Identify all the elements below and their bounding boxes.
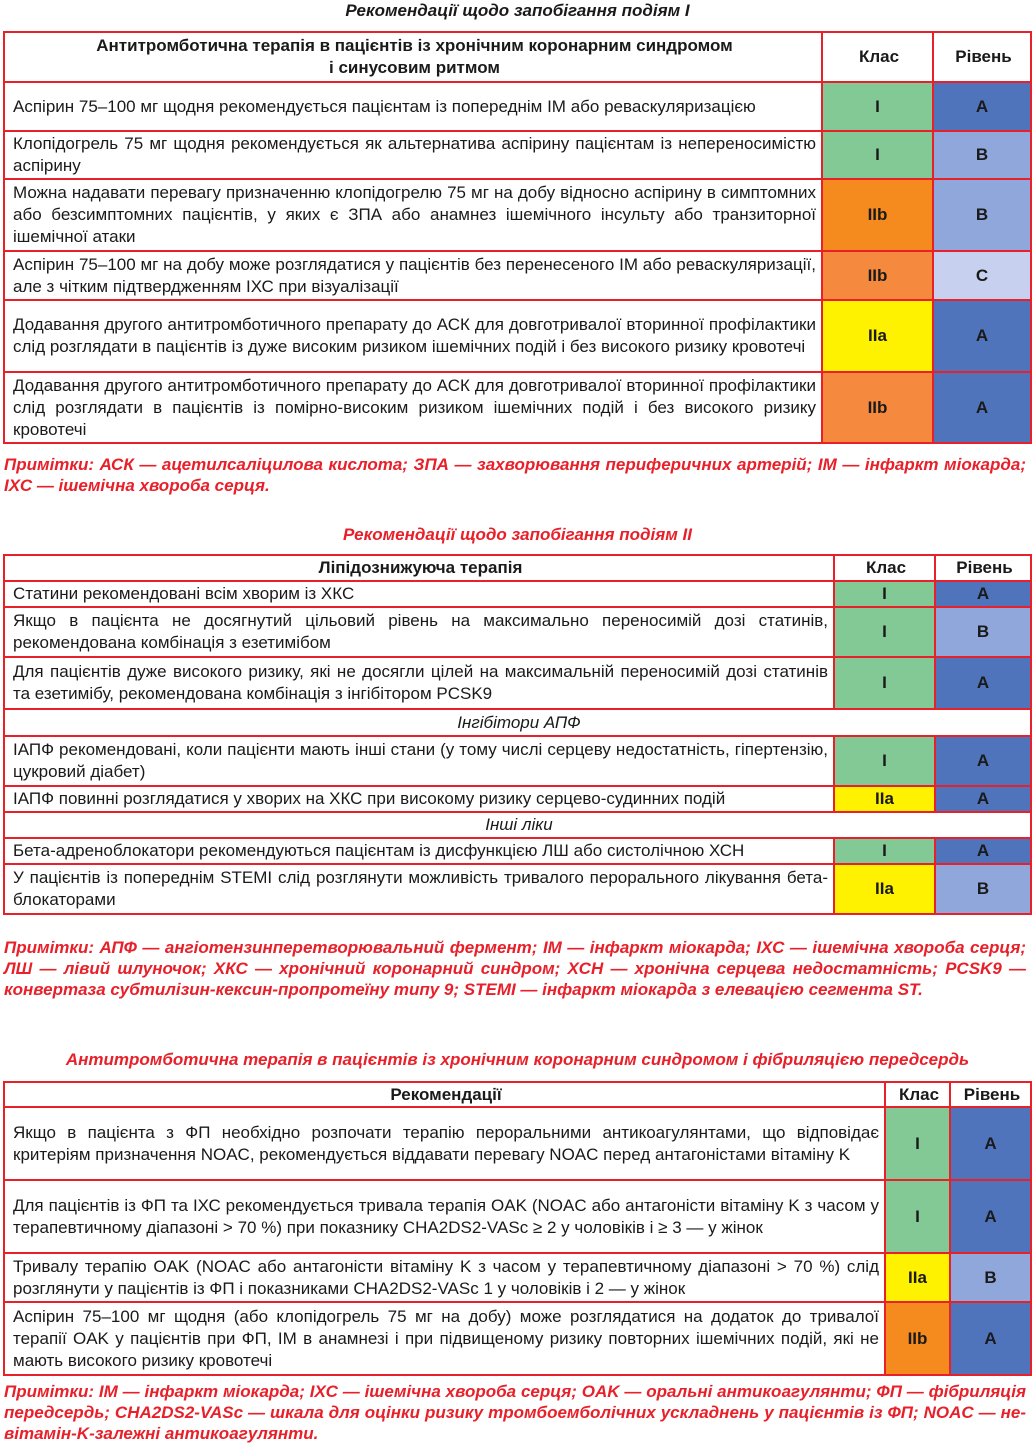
class-badge: IIb — [822, 372, 933, 443]
row-text: Аспірин 75–100 мг на добу може розглядатися у пацієнтів без перенесеного ІМ або реваскуляризації, але з чітким підтвердженням ІХС при візуалізації — [4, 251, 822, 300]
row-text: Додавання другого антитромботичного препарату до АСК для довготривалої вторинної профілактики слід розглядати в пацієнтів із помірно-високим ризиком ішемічних подій і без високого ризику кровотечі — [4, 372, 822, 443]
header-class: Клас — [822, 32, 933, 82]
header-level: Рівень — [933, 32, 1031, 82]
class-badge: I — [822, 131, 933, 179]
table-row — [4, 82, 1031, 131]
level-badge: A — [935, 838, 1031, 864]
table-row — [4, 1180, 1031, 1253]
table-row — [4, 300, 1031, 372]
level-badge: B — [933, 179, 1031, 251]
class-badge: I — [822, 82, 933, 131]
table-row — [4, 1302, 1031, 1375]
header-class: Клас — [834, 555, 935, 581]
table-row — [4, 838, 1031, 864]
class-badge: I — [834, 581, 935, 607]
row-text: Бета-адреноблокатори рекомендуються пацієнтам із дисфункцією ЛШ або систолічною ХСН — [4, 838, 834, 864]
header-recommendation: Ліпідознижуюча терапія — [4, 555, 834, 581]
table-row — [4, 657, 1031, 709]
table-row — [4, 131, 1031, 179]
class-badge: I — [834, 736, 935, 786]
header-recommendation — [4, 32, 822, 82]
section1-note: Примітки: АСК — ацетилсаліцилова кислота; ЗПА — захворювання периферичних артерій; ІМ — інфаркт міокарда; ІХС — ішемічна хвороба серця. — [4, 455, 1026, 495]
row-text: Для пацієнтів дуже високого ризику, які не досягли цілей на максимальній переносимій дозі статинів та езетимібу, рекомендована комбінація з інгібітором PCSK9 — [4, 657, 834, 709]
table-row — [4, 786, 1031, 812]
row-text: Статини рекомендовані всім хворим із ХКС — [4, 581, 834, 607]
section2-title: Рекомендації щодо запобігання подіям ІІ — [343, 525, 692, 544]
level-badge: A — [933, 372, 1031, 443]
header-level: Рівень — [935, 555, 1031, 581]
level-badge: A — [933, 300, 1031, 372]
level-badge: A — [950, 1302, 1031, 1375]
class-badge: I — [834, 607, 935, 657]
table-row — [4, 1107, 1031, 1180]
row-text: Можна надавати перевагу призначенню клопідогрелю 75 мг на добу відносно аспірину в симптомних або безсимптомних пацієнтів, у яких є ЗПА або анамнез ішемічного інсульту або транзиторної ішемічної атаки — [4, 179, 822, 251]
level-badge: B — [933, 131, 1031, 179]
row-text: ІАПФ повинні розглядатися у хворих на ХКС при високому ризику серцево-судинних подій — [4, 786, 834, 812]
table-row — [4, 372, 1031, 443]
row-text: Для пацієнтів із ФП та ІХС рекомендується тривала терапія OAK (NOAC або антагоністи вітаміну K з часом у терапевтичному діапазоні > 70 %) при показнику CHA2DS2-VASc ≥ 2 у чоловіків і ≥ 3 — у жінок — [4, 1180, 885, 1253]
subheader-row — [4, 812, 1031, 838]
class-badge: IIa — [834, 786, 935, 812]
level-badge: A — [950, 1180, 1031, 1253]
subheader-ace-inhibitors: Інгібітори АПФ — [4, 709, 1031, 736]
row-text: Тривалу терапію OAK (NOAC або антагоністи вітаміну K з часом у терапевтичному діапазоні > 70 %) слід розглянути у пацієнтів із ФП і показниками CHA2DS2-VASc 1 у чоловіків і 2 — у жінок — [4, 1253, 885, 1302]
table-row — [4, 1253, 1031, 1302]
header-level: Рівень — [950, 1082, 1031, 1107]
section3-note: Примітки: ІМ — інфаркт міокарда; ІХС — ішемічна хвороба серця; OAK — оральні антикоагулянти; ФП — фібриляція передсердь; CHA2DS2-VASc — шкала для оцінки ризику тромбоемболічних ускладнень у пацієнтів із ФП; NOAC — не-вітамін-K-залежні антикоагулянти. — [4, 1382, 1026, 1443]
class-badge: I — [834, 838, 935, 864]
level-badge: B — [950, 1253, 1031, 1302]
row-text: Клопідогрель 75 мг щодня рекомендується як альтернатива аспірину пацієнтам із непереносимістю аспірину — [4, 131, 822, 179]
table-row — [4, 736, 1031, 786]
level-badge: A — [935, 657, 1031, 709]
table-row — [4, 179, 1031, 251]
table-row — [4, 581, 1031, 607]
row-text: Додавання другого антитромботичного препарату до АСК для довготривалої вторинної профілактики слід розглядати в пацієнтів із дуже високим ризиком ішемічних подій і без високого ризику кровотечі — [4, 300, 822, 372]
header-title-line1: Антитромботична терапія в пацієнтів із хронічним коронарним синдромом — [96, 36, 733, 55]
class-badge: IIa — [822, 300, 933, 372]
level-badge: A — [935, 786, 1031, 812]
table-row — [4, 864, 1031, 914]
level-badge: A — [950, 1107, 1031, 1180]
table-row — [4, 251, 1031, 300]
class-badge: I — [885, 1180, 950, 1253]
row-text: Аспірин 75–100 мг щодня рекомендується пацієнтам із попереднім ІМ або реваскуляризацією — [4, 82, 822, 131]
section1-title: Рекомендації щодо запобігання подіям І — [345, 1, 690, 20]
header-recommendation: Рекомендації — [4, 1082, 885, 1107]
table-row — [4, 607, 1031, 657]
row-text: Якщо в пацієнта не досягнутий цільовий рівень на максимально переносимій дозі статинів, рекомендована комбінація з езетимібом — [4, 607, 834, 657]
level-badge: A — [935, 581, 1031, 607]
subheader-other-drugs: Інші ліки — [4, 812, 1031, 838]
row-text: У пацієнтів із попереднім STEMI слід розглянути можливість тривалого перорального лікування бета-блокаторами — [4, 864, 834, 914]
header-class: Клас — [885, 1082, 950, 1107]
table-header-row — [4, 555, 1031, 581]
class-badge: I — [885, 1107, 950, 1180]
row-text: ІАПФ рекомендовані, коли пацієнти мають інші стани (у тому числі серцеву недостатність, гіпертензію, цукровий діабет) — [4, 736, 834, 786]
class-badge: IIb — [822, 251, 933, 300]
table-header-row — [4, 1082, 1031, 1107]
table-antithrombotic-af — [3, 1081, 1032, 1376]
header-title-line2: і синусовим ритмом — [329, 58, 500, 77]
table-header-row — [4, 32, 1031, 82]
level-badge: A — [935, 736, 1031, 786]
level-badge: B — [935, 607, 1031, 657]
class-badge: IIa — [834, 864, 935, 914]
class-badge: IIa — [885, 1253, 950, 1302]
row-text: Якщо в пацієнта з ФП необхідно розпочати терапію пероральними антикоагулянтами, що відповідає критеріям призначення NOAC, рекомендується віддавати перевагу NOAC перед антагоністами вітаміну K — [4, 1107, 885, 1180]
table-lipid-lowering — [3, 554, 1032, 915]
level-badge: A — [933, 82, 1031, 131]
row-text: Аспірин 75–100 мг щодня (або клопідогрель 75 мг на добу) може розглядатися на додаток до тривалої терапії OAK у пацієнтів при ФП, ІМ в анамнезі і при підвищеному ризику повторних ішемічних подій, які не мають високого ризику кровотечі — [4, 1302, 885, 1375]
level-badge: C — [933, 251, 1031, 300]
subheader-row — [4, 709, 1031, 736]
class-badge: I — [834, 657, 935, 709]
class-badge: IIb — [822, 179, 933, 251]
level-badge: B — [935, 864, 1031, 914]
section3-title: Антитромботична терапія в пацієнтів із хронічним коронарним синдромом і фібриляцією передсердь — [65, 1050, 970, 1069]
table-antithrombotic-sinus — [3, 31, 1032, 444]
section2-note: Примітки: АПФ — ангіотензинперетворювальний фермент; ІМ — інфаркт міокарда; ІХС — ішемічна хвороба серця; ЛШ — лівий шлуночок; ХКС — хронічний коронарний синдром; ХСН — хронічна серцева недостатність; PCSK9 — конвертаза субтилізин-кексин-пропротеїну типу 9; STEMI — інфаркт міокарда з елевацією сегмента ST. — [4, 938, 1026, 999]
class-badge: IIb — [885, 1302, 950, 1375]
